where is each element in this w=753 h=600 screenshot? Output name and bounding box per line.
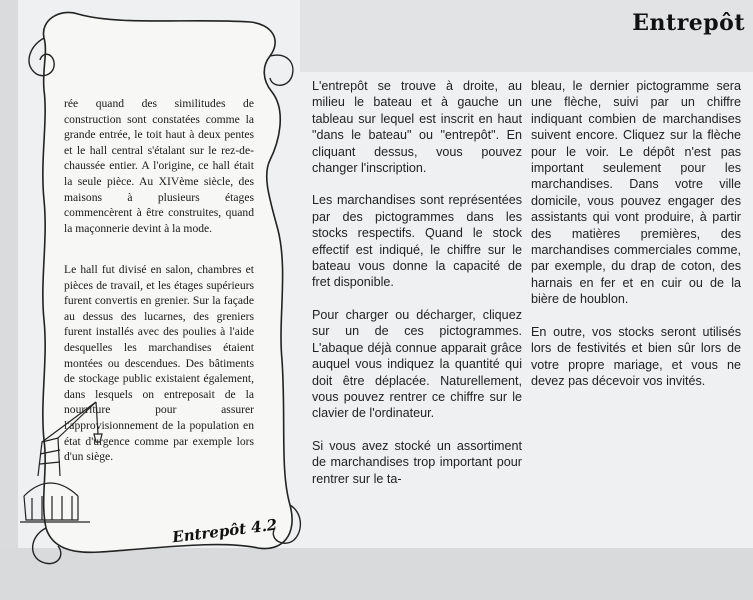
scroll-paragraph-2: Le hall fut divisé en salon, chambres et pièces de travail, et les étages supérieurs furent convertis en grenier. Sur la façade au dessus des lucarnes, des greniers furent installés avec des poulies à l'aide desquelles les marchandises étaient montées ou descendues. Des bâtiments de stockage public existaient également, dans lesquels on entreposait de la nourriture pour assurer l'approvisionnement de la population en état d'urgence comme par exemple lors d'un siège. (64, 263, 254, 464)
scroll-paragraph-1: rée quand des similitudes de construction sont constatées comme la grande entrée, le toit haut à deux pentes et le hall central s'étalant sur le rez-de-chaussée entier. A l'origine, ce hall était la seule pièce. Au XIVème siècle, des maisons à plusieurs étages commencèrent à être construites, quand la maçonnerie devint à la mode. (64, 97, 254, 235)
column-1-paragraph-3: Pour charger ou décharger, cliquez sur un de ces pictogrammes. L'abaque déjà connue apparait grâce auquel vous indiquez la quantité qui doit être déplacée. Naturellement, vous pouvez rentrer ce chiffre sur le clavier de l'ordinateur. (312, 307, 522, 421)
crane-illustration (20, 398, 110, 524)
column-1-paragraph-2: Les marchandises sont représentées par des pictogrammes dans les stocks respectifs. Quand le stock effectif est indiqué, le chiffre sur le bateau vous donne la capacité de fret disponible. (312, 193, 522, 290)
column-2 (531, 78, 741, 405)
section-title: Entrepôt (632, 10, 745, 36)
column-1-paragraph-4: Si vous avez stocké un assortiment de marchandises trop important pour rentrer sur le ta- (312, 438, 522, 486)
column-2-paragraph-1: bleau, le dernier pictogramme sera une flèche, suivi par un chiffre indiquant combien de marchandises suivent encore. Cliquez sur la flèche pour le voir. Le dépôt n'est pas important seulement pour les marchandises. Dans votre ville domicile, vous pouvez engager des assistants qui vont produire, à partir des matières premières, des marchandises commerciales comme, par exemple, du drap de coton, des harnais en fer et en cuir ou de la bière de houblon. (531, 79, 741, 307)
page-caption: Entrepôt 4.2 (171, 515, 279, 547)
column-1-paragraph-1: L'entrepôt se trouve à droite, au milieu le bateau et à gauche un tableau sur lequel est inscrit en haut "dans le bateau" ou "entrepôt". En cliquant dessus, vous pouvez changer l'inscription. (312, 79, 522, 176)
column-2-paragraph-2: En outre, vos stocks seront utilisés lors de festivités et bien sûr lors de votre propre mariage, et vous ne devez pas décevoir vos invités. (531, 324, 741, 388)
column-1 (312, 78, 522, 503)
